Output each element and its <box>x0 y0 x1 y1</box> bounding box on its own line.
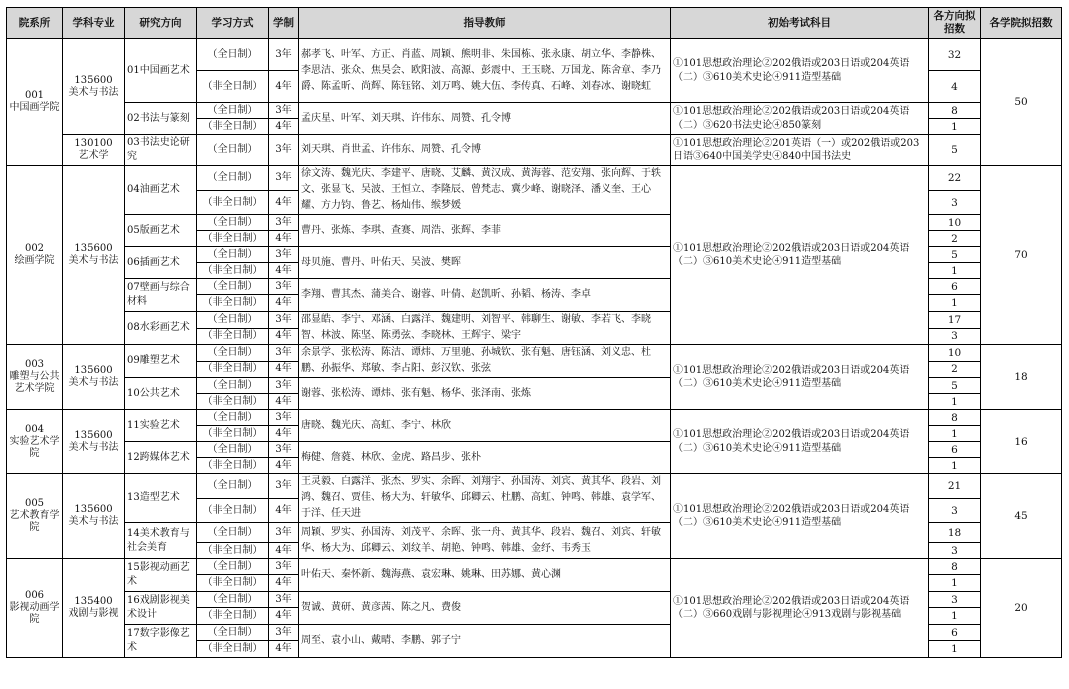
study-mode-cell: （全日制） <box>197 592 269 608</box>
years-cell: 3年 <box>269 39 299 71</box>
teachers-cell: 郝孝飞、叶军、方正、肖蓝、周颖、熊明非、朱国栋、张永康、胡立华、李静株、李思洁、张众、焦昊会、欧阳波、高源、彭震中、王玉晓、万国龙、陈舍章、李乃爵、陈孟昕、尚辉、陈钰铭、刘万鸣、姚大伍、李传真、石峰、刘春冰、谢晓虹 <box>299 39 671 103</box>
years-cell: 4年 <box>269 641 299 658</box>
teachers-cell: 刘天琪、肖世孟、许伟东、周赞、孔令博 <box>299 135 671 166</box>
study-mode-cell: （非全日制） <box>197 641 269 658</box>
college-quota-cell: 70 <box>981 166 1062 345</box>
direction-cell: 13造型艺术 <box>125 474 197 523</box>
study-mode-cell: （全日制） <box>197 215 269 231</box>
major-cell: 135600 美术与书法 <box>63 166 125 345</box>
teachers-cell: 周至、袁小山、戴晴、李鹏、郭子宁 <box>299 625 671 658</box>
years-cell: 4年 <box>269 543 299 559</box>
study-mode-cell: （全日制） <box>197 410 269 426</box>
major-cell: 135600 美术与书法 <box>63 345 125 410</box>
years-cell: 3年 <box>269 312 299 329</box>
direction-cell: 14美术教育与社会美育 <box>125 523 197 559</box>
direction-cell: 02书法与篆刻 <box>125 103 197 135</box>
years-cell: 3年 <box>269 103 299 119</box>
years-cell: 3年 <box>269 442 299 458</box>
direction-quota-cell: 1 <box>929 458 981 474</box>
direction-cell: 03书法史论研究 <box>125 135 197 166</box>
direction-cell: 11实验艺术 <box>125 410 197 442</box>
major-cell: 135600 美术与书法 <box>63 39 125 135</box>
direction-quota-cell: 3 <box>929 191 981 215</box>
direction-quota-cell: 3 <box>929 328 981 345</box>
years-cell: 3年 <box>269 279 299 295</box>
direction-cell: 05版画艺术 <box>125 215 197 247</box>
direction-quota-cell: 10 <box>929 345 981 362</box>
direction-quota-cell: 8 <box>929 410 981 426</box>
direction-quota-cell: 8 <box>929 103 981 119</box>
table-row <box>7 474 1062 499</box>
dept-cell: 002 绘画学院 <box>7 166 63 345</box>
teachers-cell: 唐晓、魏光庆、高虹、李宁、林欣 <box>299 410 671 442</box>
years-cell: 4年 <box>269 575 299 592</box>
direction-quota-cell: 18 <box>929 523 981 543</box>
direction-quota-cell: 1 <box>929 426 981 442</box>
direction-quota-cell: 10 <box>929 215 981 231</box>
table-row <box>7 410 1062 426</box>
major-cell: 130100 艺术学 <box>63 135 125 166</box>
dept-cell: 001 中国画学院 <box>7 39 63 166</box>
direction-quota-cell: 3 <box>929 543 981 559</box>
study-mode-cell: （非全日制） <box>197 263 269 279</box>
table-row <box>7 559 1062 575</box>
major-cell: 135600 美术与书法 <box>63 410 125 474</box>
study-mode-cell: （非全日制） <box>197 499 269 523</box>
college-quota-cell: 18 <box>981 345 1062 410</box>
dept-cell: 006 影视动画学院 <box>7 559 63 658</box>
direction-quota-cell: 5 <box>929 135 981 166</box>
header-major: 学科专业 <box>63 8 125 39</box>
years-cell: 3年 <box>269 410 299 426</box>
direction-quota-cell: 1 <box>929 263 981 279</box>
direction-quota-cell: 21 <box>929 474 981 499</box>
direction-quota-cell: 1 <box>929 295 981 312</box>
years-cell: 3年 <box>269 559 299 575</box>
college-quota-cell: 45 <box>981 474 1062 559</box>
study-mode-cell: （非全日制） <box>197 543 269 559</box>
direction-quota-cell: 1 <box>929 608 981 625</box>
admissions-table <box>6 7 1062 658</box>
study-mode-cell: （全日制） <box>197 559 269 575</box>
teachers-cell: 李翔、曹其杰、蒲美合、谢蓉、叶倩、赵凯昕、孙韬、杨涛、李卓 <box>299 279 671 312</box>
study-mode-cell: （全日制） <box>197 247 269 263</box>
teachers-cell: 叶佑天、秦怀新、魏海燕、袁宏琳、姚琳、田苏娜、黄心渊 <box>299 559 671 592</box>
direction-quota-cell: 6 <box>929 279 981 295</box>
study-mode-cell: （全日制） <box>197 39 269 71</box>
header-direction: 研究方向 <box>125 8 197 39</box>
study-mode-cell: （全日制） <box>197 279 269 295</box>
teachers-cell: 王灵毅、白露洋、张杰、罗实、余晖、刘翔宇、孙国涛、刘宾、黄其华、段岩、刘鸿、魏召、贾佳、杨大为、轩敏华、邱卿云、杜鹏、高虹、钟鸣、韩雄、袁学军、于洋、任天进 <box>299 474 671 523</box>
header-college-quota: 各学院拟招数 <box>981 8 1062 39</box>
direction-quota-cell: 17 <box>929 312 981 329</box>
study-mode-cell: （非全日制） <box>197 426 269 442</box>
direction-cell: 15影视动画艺术 <box>125 559 197 592</box>
study-mode-cell: （非全日制） <box>197 231 269 247</box>
study-mode-cell: （全日制） <box>197 523 269 543</box>
years-cell: 4年 <box>269 295 299 312</box>
study-mode-cell: （全日制） <box>197 312 269 329</box>
direction-cell: 16戏剧影视美术设计 <box>125 592 197 625</box>
direction-quota-cell: 6 <box>929 442 981 458</box>
years-cell: 4年 <box>269 608 299 625</box>
teachers-cell: 谢蓉、张松涛、谭炜、张有魁、杨华、张泽南、张炼 <box>299 378 671 410</box>
college-quota-cell: 50 <box>981 39 1062 166</box>
direction-quota-cell: 32 <box>929 39 981 71</box>
teachers-cell: 母贝施、曹丹、叶佑天、吴波、樊晖 <box>299 247 671 279</box>
header-dept: 院系所 <box>7 8 63 39</box>
header-direction-quota: 各方向拟招数 <box>929 8 981 39</box>
teachers-cell: 徐文涛、魏光庆、李建平、唐晓、艾麟、黄汉成、黄海蓉、范安翔、张向辉、于轶文、张显飞、吴波、王恒立、李隆辰、曾梵志、冀少峰、谢晓泽、潘义奎、王心耀、方力钧、鲁艺、杨灿伟、缑梦媛 <box>299 166 671 215</box>
major-cell: 135600 美术与书法 <box>63 474 125 559</box>
direction-quota-cell: 1 <box>929 575 981 592</box>
exam-subjects-cell: ①101思想政治理论②202俄语或203日语或204英语（二）③610美术史论④911造型基础 <box>671 474 929 559</box>
table-row <box>7 345 1062 362</box>
direction-cell: 01中国画艺术 <box>125 39 197 103</box>
teachers-cell: 邵显皓、李宁、邓涵、白露洋、魏建明、刘智平、韩聊生、谢敏、李若飞、李晓智、林波、陈坚、陈勇弦、李晓林、王辉宇、梁宇 <box>299 312 671 345</box>
study-mode-cell: （非全日制） <box>197 361 269 378</box>
table-row <box>7 166 1062 191</box>
teachers-cell: 梅健、詹蕤、林欣、金虎、路昌步、张朴 <box>299 442 671 474</box>
exam-subjects-cell: ①101思想政治理论②202俄语或203日语或204英语（二）③610美术史论④911造型基础 <box>671 166 929 345</box>
admissions-table-document <box>6 7 1062 658</box>
study-mode-cell: （全日制） <box>197 474 269 499</box>
years-cell: 4年 <box>269 119 299 135</box>
header-row <box>7 8 1062 39</box>
exam-subjects-cell: ①101思想政治理论②202俄语或203日语或204英语（二）③610美术史论④911造型基础 <box>671 39 929 103</box>
table-row <box>7 39 1062 71</box>
study-mode-cell: （全日制） <box>197 166 269 191</box>
direction-quota-cell: 22 <box>929 166 981 191</box>
years-cell: 4年 <box>269 191 299 215</box>
direction-cell: 10公共艺术 <box>125 378 197 410</box>
years-cell: 3年 <box>269 166 299 191</box>
direction-cell: 08水彩画艺术 <box>125 312 197 345</box>
teachers-cell: 曹丹、张炼、李琪、查赛、周浩、张辉、李菲 <box>299 215 671 247</box>
direction-cell: 12跨媒体艺术 <box>125 442 197 474</box>
header-teachers: 指导教师 <box>299 8 671 39</box>
years-cell: 3年 <box>269 215 299 231</box>
years-cell: 4年 <box>269 499 299 523</box>
years-cell: 3年 <box>269 625 299 641</box>
dept-cell: 004 实验艺术学院 <box>7 410 63 474</box>
direction-quota-cell: 1 <box>929 394 981 410</box>
years-cell: 3年 <box>269 247 299 263</box>
direction-cell: 17数字影像艺术 <box>125 625 197 658</box>
study-mode-cell: （全日制） <box>197 442 269 458</box>
study-mode-cell: （非全日制） <box>197 295 269 312</box>
direction-quota-cell: 3 <box>929 499 981 523</box>
direction-quota-cell: 1 <box>929 641 981 658</box>
study-mode-cell: （全日制） <box>197 103 269 119</box>
study-mode-cell: （全日制） <box>197 378 269 394</box>
years-cell: 3年 <box>269 474 299 499</box>
years-cell: 3年 <box>269 345 299 362</box>
study-mode-cell: （非全日制） <box>197 458 269 474</box>
study-mode-cell: （非全日制） <box>197 191 269 215</box>
study-mode-cell: （非全日制） <box>197 608 269 625</box>
direction-quota-cell: 5 <box>929 378 981 394</box>
study-mode-cell: （非全日制） <box>197 575 269 592</box>
direction-quota-cell: 6 <box>929 625 981 641</box>
years-cell: 3年 <box>269 135 299 166</box>
exam-subjects-cell: ①101思想政治理论②202俄语或203日语或204英语（二）③660戏剧与影视理论④913戏剧与影视基础 <box>671 559 929 658</box>
teachers-cell: 周颖、罗实、孙国涛、刘茂平、余晖、张一舟、黄其华、段岩、魏召、刘宾、轩敏华、杨大为、邱卿云、刘纹羊、胡艳、钟鸣、韩雄、金纾、韦秀玉 <box>299 523 671 559</box>
teachers-cell: 贺诚、黄研、黄彦茜、陈之凡、费俊 <box>299 592 671 625</box>
table-body <box>7 39 1062 658</box>
teachers-cell: 余景学、张松涛、陈洁、谭炜、万里驰、孙城钦、张有魁、唐钰涵、刘义忠、杜鹏、孙振华、郑敏、李占阳、彭汉钦、张弦 <box>299 345 671 378</box>
teachers-cell: 孟庆星、叶军、刘天琪、许伟东、周赞、孔令博 <box>299 103 671 135</box>
years-cell: 4年 <box>269 426 299 442</box>
major-cell: 135400 戏剧与影视 <box>63 559 125 658</box>
direction-cell: 09雕塑艺术 <box>125 345 197 378</box>
direction-quota-cell: 5 <box>929 247 981 263</box>
study-mode-cell: （全日制） <box>197 135 269 166</box>
years-cell: 4年 <box>269 394 299 410</box>
study-mode-cell: （非全日制） <box>197 71 269 103</box>
years-cell: 4年 <box>269 263 299 279</box>
exam-subjects-cell: ①101思想政治理论②202俄语或203日语或204英语（二）③620书法史论④850篆刻 <box>671 103 929 135</box>
years-cell: 4年 <box>269 328 299 345</box>
table-row <box>7 103 1062 119</box>
table-row <box>7 135 1062 166</box>
study-mode-cell: （全日制） <box>197 345 269 362</box>
study-mode-cell: （全日制） <box>197 625 269 641</box>
direction-quota-cell: 3 <box>929 592 981 608</box>
direction-quota-cell: 2 <box>929 231 981 247</box>
direction-quota-cell: 2 <box>929 361 981 378</box>
header-exam: 初始考试科目 <box>671 8 929 39</box>
exam-subjects-cell: ①101思想政治理论②202俄语或203日语或204英语（二）③610美术史论④911造型基础 <box>671 345 929 410</box>
study-mode-cell: （非全日制） <box>197 328 269 345</box>
header-years: 学制 <box>269 8 299 39</box>
header-mode: 学习方式 <box>197 8 269 39</box>
exam-subjects-cell: ①101思想政治理论②202俄语或203日语或204英语（二）③610美术史论④911造型基础 <box>671 410 929 474</box>
direction-cell: 06插画艺术 <box>125 247 197 279</box>
direction-cell: 07壁画与综合材料 <box>125 279 197 312</box>
study-mode-cell: （非全日制） <box>197 394 269 410</box>
direction-cell: 04油画艺术 <box>125 166 197 215</box>
years-cell: 4年 <box>269 231 299 247</box>
years-cell: 4年 <box>269 361 299 378</box>
years-cell: 3年 <box>269 523 299 543</box>
years-cell: 4年 <box>269 71 299 103</box>
exam-subjects-cell: ①101思想政治理论②201英语（一）或202俄语或203日语③640中国美学史④840中国书法史 <box>671 135 929 166</box>
years-cell: 3年 <box>269 378 299 394</box>
study-mode-cell: （非全日制） <box>197 119 269 135</box>
direction-quota-cell: 4 <box>929 71 981 103</box>
college-quota-cell: 20 <box>981 559 1062 658</box>
direction-quota-cell: 1 <box>929 119 981 135</box>
dept-cell: 003 雕塑与公共艺术学院 <box>7 345 63 410</box>
years-cell: 4年 <box>269 458 299 474</box>
direction-quota-cell: 8 <box>929 559 981 575</box>
college-quota-cell: 16 <box>981 410 1062 474</box>
years-cell: 3年 <box>269 592 299 608</box>
dept-cell: 005 艺术教育学院 <box>7 474 63 559</box>
